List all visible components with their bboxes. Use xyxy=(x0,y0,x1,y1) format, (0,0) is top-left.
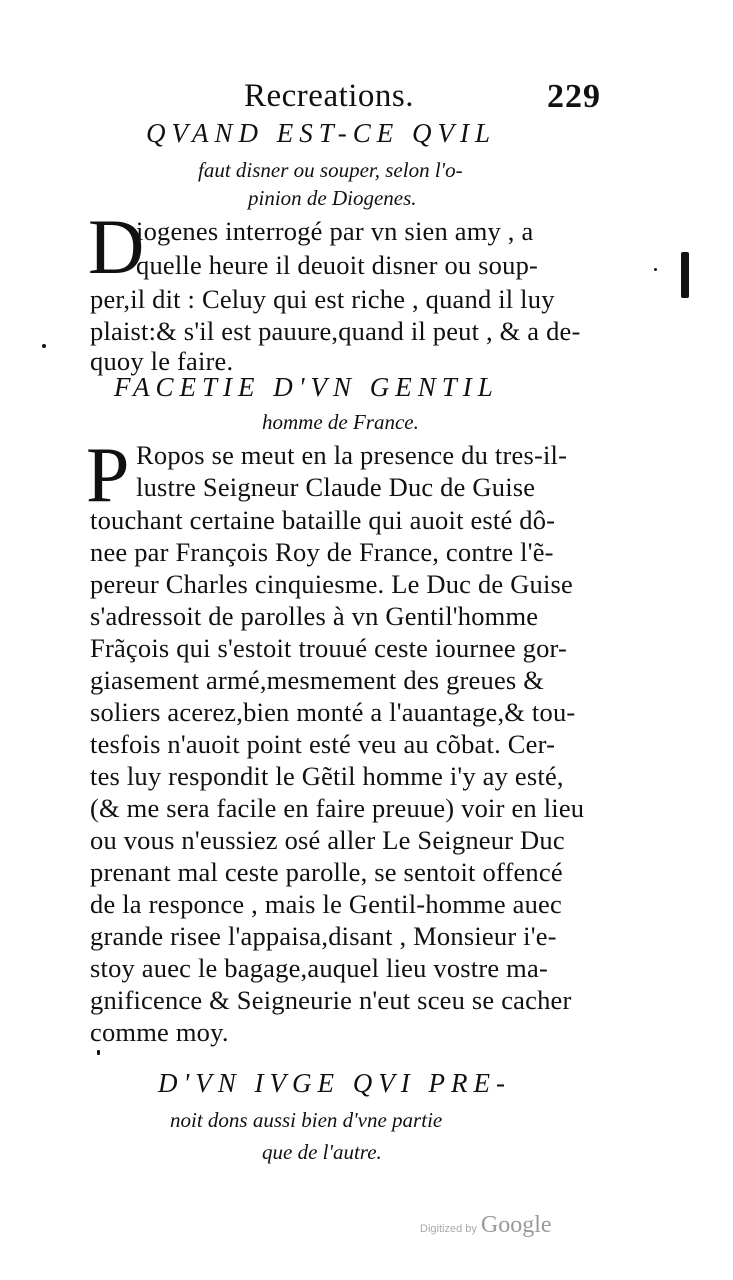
running-head: Recreations. xyxy=(244,78,415,114)
section3-subtitle-line1: noit dons aussi bien d'vne partie xyxy=(170,1108,443,1132)
scan-dot xyxy=(654,268,657,271)
section1-title: QVAND EST-CE QVIL xyxy=(146,118,496,148)
scan-dot xyxy=(42,344,46,348)
scan-dot xyxy=(97,1050,100,1055)
section2-line: de la responce , mais le Gentil-homme auec xyxy=(90,889,562,919)
section2-line: s'adressoit de parolles à vn Gentil'homme xyxy=(90,601,539,631)
section2-line: (& me sera facile en faire preuue) voir en lieu xyxy=(90,793,585,823)
section2-line: soliers acerez,bien monté a l'auantage,& tou- xyxy=(90,697,576,727)
section1-line: quelle heure il deuoit disner ou soup- xyxy=(136,250,539,280)
section2-line: lustre Seigneur Claude Duc de Guise xyxy=(136,472,536,502)
section1-subtitle-line1: faut disner ou souper, selon l'o- xyxy=(198,158,463,182)
section2-line: Frãçois qui s'estoit trouué ceste iournee gor- xyxy=(90,633,568,663)
section2-line: Ropos se meut en la presence du tres-il- xyxy=(136,440,568,470)
section2-line: touchant certaine bataille qui auoit esté dô- xyxy=(90,505,556,535)
section2-line: tes luy respondit le Gẽtil homme i'y ay esté, xyxy=(90,761,564,791)
google-logo: Google xyxy=(480,1212,552,1238)
section3-subtitle-line2: que de l'autre. xyxy=(262,1140,382,1164)
section2-line: giasement armé,mesmement des greues & xyxy=(90,665,545,695)
section2-line: pereur Charles cinquiesme. Le Duc de Guise xyxy=(90,569,574,599)
section2-line: tesfois n'auoit point esté veu au cõbat. Cer- xyxy=(90,729,556,759)
dropcap-p: P xyxy=(86,431,130,518)
section2-line: gnificence & Seigneurie n'eut sceu se cacher xyxy=(90,985,572,1015)
section2-line: grande risee l'appaisa,disant , Monsieur i'e- xyxy=(90,921,557,951)
dropcap-d: D xyxy=(88,203,145,290)
section2-line: stoy auec le bagage,auquel lieu vostre ma- xyxy=(90,953,548,983)
page-number: 229 xyxy=(547,78,601,115)
section1-line: quoy le faire. xyxy=(90,346,234,376)
section2-line: ou vous n'eussiez osé aller Le Seigneur Duc xyxy=(90,825,565,855)
section2-subtitle: homme de France. xyxy=(262,410,419,434)
section2-line: comme moy. xyxy=(90,1017,229,1047)
scan-mark xyxy=(681,252,689,298)
section1-subtitle-line2: pinion de Diogenes. xyxy=(248,186,417,210)
section2-line: nee par François Roy de France, contre l'ẽ- xyxy=(90,537,554,567)
digitization-watermark xyxy=(420,1212,552,1239)
section2-title: FACETIE D'VN GENTIL xyxy=(114,372,499,402)
watermark-text: Digitized by xyxy=(420,1223,477,1235)
section1-line: iogenes interrogé par vn sien amy , a xyxy=(136,216,534,246)
section1-line: plaist:& s'il est pauure,quand il peut , & a de- xyxy=(90,316,581,346)
section2-line: prenant mal ceste parolle, se sentoit offencé xyxy=(90,857,563,887)
section1-line: per,il dit : Celuy qui est riche , quand il luy xyxy=(90,284,555,314)
section3-title: D'VN IVGE QVI PRE- xyxy=(158,1068,511,1098)
